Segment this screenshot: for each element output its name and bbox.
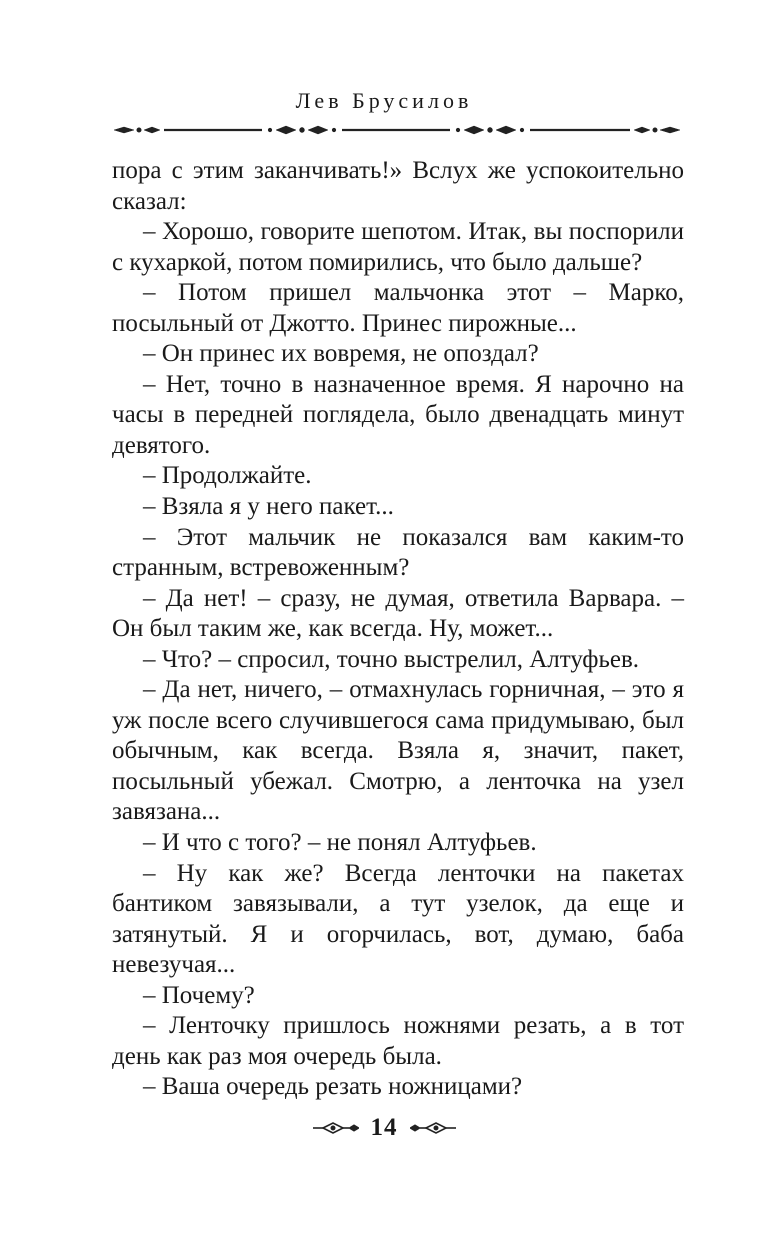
paragraph: – И что с того? – не понял Алтуфьев. [143, 829, 537, 857]
footer-ornament-left-icon [313, 1121, 359, 1135]
paragraph: – Нет, точно в назначенное время. Я нарочно на часы в передней поглядела, было двенадцать минут девятого. [112, 370, 684, 459]
paragraph: – Да нет! – сразу, не думая, ответила Варвара. – Он был таким же, как всегда. Ну, может... [112, 584, 684, 643]
paragraph: – Потом пришел мальчонка этот – Марко, посыльный от Джотто. Принес пирожные... [112, 279, 684, 337]
footer-ornament-right-icon [410, 1121, 456, 1135]
paragraph: – Продолжайте. [143, 462, 312, 490]
header-ornament-divider [112, 122, 682, 138]
paragraph: – Взяла я у него пакет... [143, 493, 394, 521]
paragraph: пора с этим заканчивать!» Вслух же успокоительно сказал: [112, 157, 684, 215]
paragraph: – Этот мальчик не показался вам каким-то странным, встревоженным? [112, 523, 684, 582]
page-footer [0, 1110, 768, 1146]
paragraph: – Что? – спросил, точно выстрелил, Алтуфьев. [143, 645, 639, 673]
paragraph: – Да нет, ничего, – отмахнулась горничная, – это я уж после всего случившегося сама придумываю, был обычным, как всегда. Взяла я, значит, пакет, посыльный убежал. Смотрю, а ленточка на узел завязана... [112, 676, 684, 826]
page-number: 14 [370, 1114, 398, 1141]
body-text [112, 156, 684, 1103]
paragraph: – Хорошо, говорите шепотом. Итак, вы поспорили с кухаркой, потом помирились, что было дальше? [112, 218, 684, 276]
paragraph: – Он принес их вовремя, не опоздал? [143, 340, 539, 368]
paragraph: – Ну как же? Всегда ленточки на пакетах бантиком завязывали, а тут узелок, да еще и затянутый. Я и огорчилась, вот, думаю, баба невезучая... [112, 859, 684, 979]
paragraph: – Почему? [143, 981, 255, 1009]
paragraph: – Ленточку пришлось ножнями резать, а в тот день как раз моя очередь была. [112, 1012, 684, 1070]
paragraph: – Ваша очередь резать ножницами? [143, 1073, 523, 1101]
running-header-author: Лев Брусилов [295, 88, 473, 113]
